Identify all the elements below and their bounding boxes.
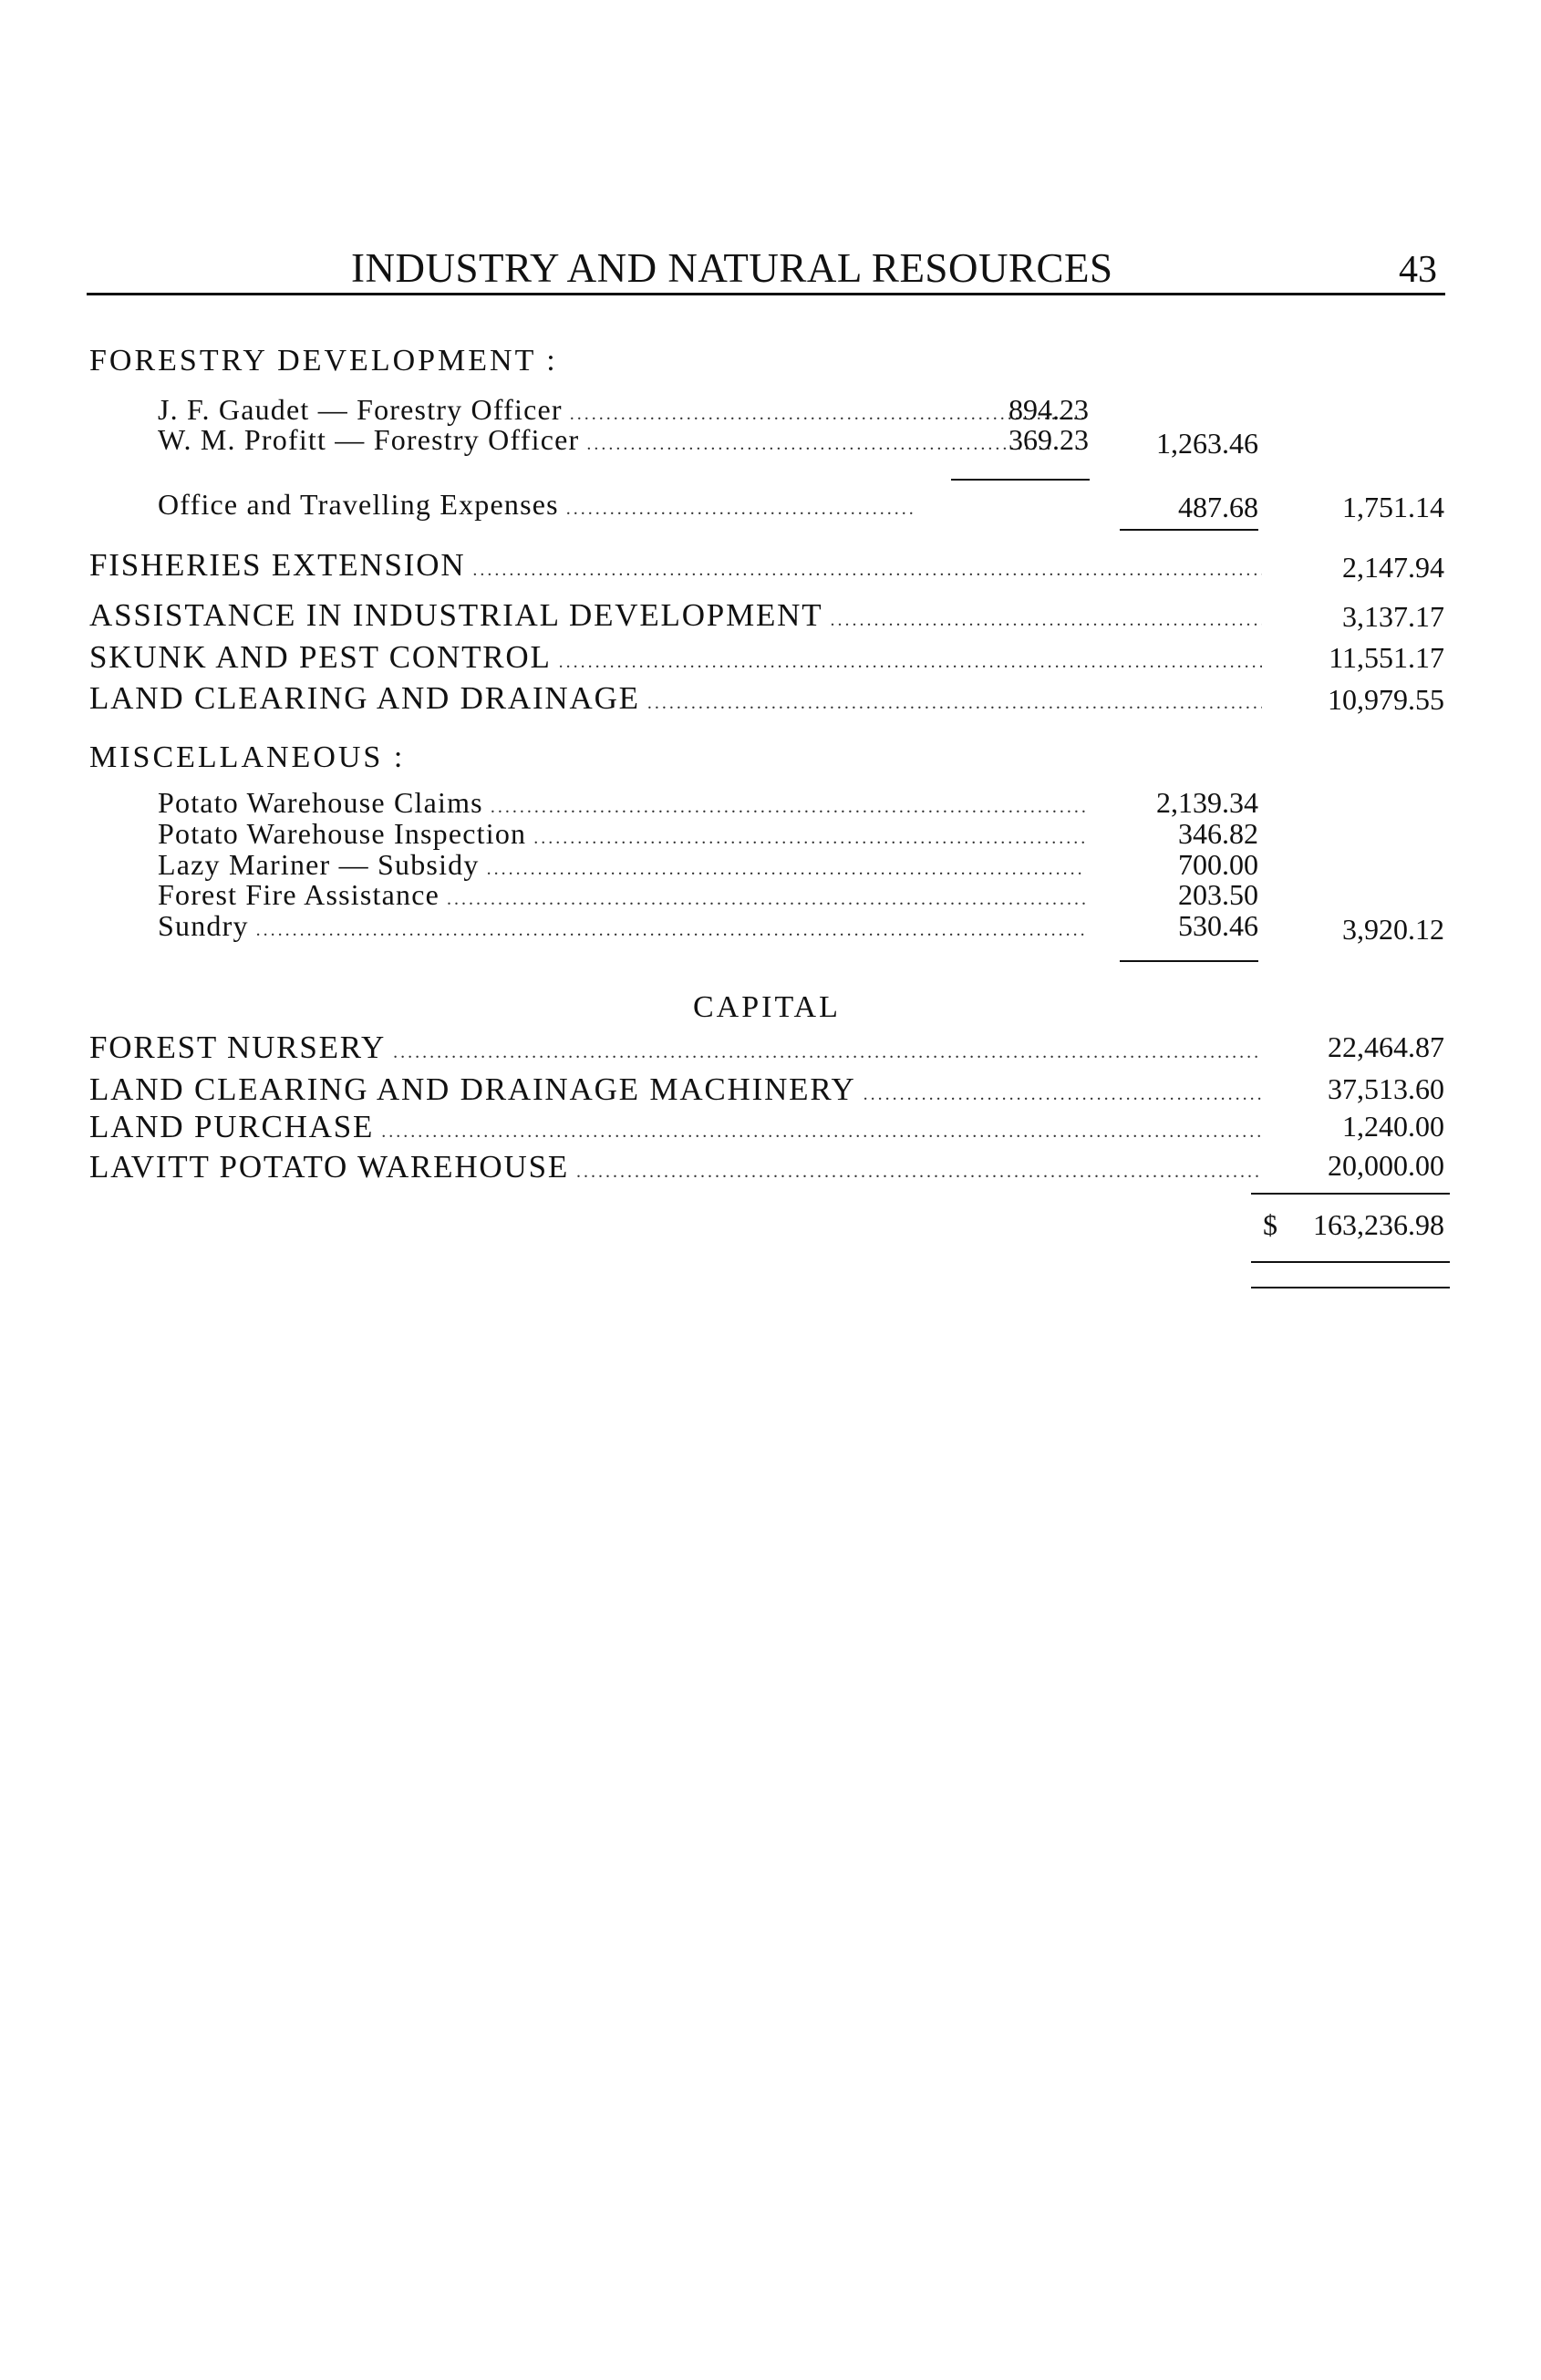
leader-dots bbox=[447, 889, 1086, 910]
section-heading-capital: CAPITAL bbox=[693, 990, 841, 1024]
ledger-row bbox=[89, 1030, 1266, 1066]
row-label: Sundry bbox=[158, 909, 249, 942]
ledger-row bbox=[158, 817, 1090, 851]
ledger-row bbox=[89, 1071, 1266, 1108]
row-total: 20,000.00 bbox=[1328, 1149, 1444, 1182]
row-label: LAVITT POTATO WAREHOUSE bbox=[89, 1149, 570, 1185]
row-amount: 530.46 bbox=[1178, 909, 1258, 942]
ledger-row bbox=[158, 488, 916, 522]
leader-dots bbox=[566, 499, 913, 520]
ledger-row bbox=[158, 878, 1090, 912]
double-rule-top bbox=[1251, 1261, 1450, 1263]
ledger-row bbox=[158, 423, 1088, 457]
ledger-row bbox=[89, 1149, 1266, 1185]
row-label: Lazy Mariner — Subsidy bbox=[158, 848, 480, 881]
ledger-row bbox=[158, 909, 1090, 943]
currency-symbol: $ bbox=[1263, 1208, 1277, 1241]
leader-dots bbox=[256, 920, 1086, 941]
row-subtotal: 1,263.46 bbox=[1156, 427, 1258, 460]
leader-dots bbox=[487, 859, 1086, 880]
row-label: FISHERIES EXTENSION bbox=[89, 547, 466, 583]
row-total: 1,751.14 bbox=[1342, 491, 1444, 523]
row-total: 22,464.87 bbox=[1328, 1030, 1444, 1063]
page-header-title: INDUSTRY AND NATURAL RESOURCES bbox=[351, 245, 1113, 291]
leader-dots bbox=[864, 1084, 1262, 1105]
row-total: 1,240.00 bbox=[1342, 1110, 1444, 1143]
row-amount: 203.50 bbox=[1178, 878, 1258, 911]
row-total: 11,551.17 bbox=[1329, 641, 1444, 674]
leader-dots bbox=[472, 560, 1262, 581]
grand-total: 163,236.98 bbox=[1313, 1208, 1444, 1241]
subtotal-rule bbox=[1120, 529, 1258, 531]
row-total: 37,513.60 bbox=[1328, 1072, 1444, 1105]
row-total: 3,137.17 bbox=[1342, 600, 1444, 633]
leader-dots bbox=[559, 652, 1262, 673]
section-heading-miscellaneous: MISCELLANEOUS : bbox=[89, 740, 406, 774]
ledger-row bbox=[89, 1109, 1266, 1145]
row-amount: 700.00 bbox=[1178, 848, 1258, 881]
row-label: Potato Warehouse Inspection bbox=[158, 817, 527, 850]
leader-dots bbox=[647, 693, 1262, 714]
row-total: 3,920.12 bbox=[1342, 913, 1444, 946]
ledger-row bbox=[158, 848, 1090, 882]
page-number: 43 bbox=[1399, 249, 1437, 291]
subtotal-rule bbox=[951, 479, 1090, 481]
row-amount: 369.23 bbox=[1008, 423, 1089, 456]
leader-dots bbox=[393, 1042, 1262, 1063]
leader-dots bbox=[576, 1162, 1262, 1183]
leader-dots bbox=[381, 1122, 1262, 1143]
leader-dots bbox=[830, 610, 1262, 631]
ledger-row bbox=[158, 786, 1090, 820]
row-label: LAND CLEARING AND DRAINAGE MACHINERY bbox=[89, 1071, 856, 1107]
leader-dots bbox=[491, 797, 1086, 818]
row-label: J. F. Gaudet — Forestry Officer bbox=[158, 393, 563, 426]
row-label: LAND CLEARING AND DRAINAGE bbox=[89, 680, 640, 716]
ledger-row bbox=[158, 393, 1088, 427]
row-label: SKUNK AND PEST CONTROL bbox=[89, 639, 552, 675]
ledger-row bbox=[89, 680, 1266, 717]
row-total: 10,979.55 bbox=[1328, 683, 1444, 716]
section-heading-forestry: FORESTRY DEVELOPMENT : bbox=[89, 344, 558, 378]
row-amount: 487.68 bbox=[1178, 491, 1258, 523]
row-label: FOREST NURSERY bbox=[89, 1030, 387, 1065]
total-rule bbox=[1251, 1193, 1450, 1195]
ledger-row bbox=[89, 597, 1266, 634]
subtotal-rule bbox=[1120, 960, 1258, 962]
row-label: ASSISTANCE IN INDUSTRIAL DEVELOPMENT bbox=[89, 597, 823, 633]
row-amount: 894.23 bbox=[1008, 393, 1089, 426]
leader-dots bbox=[570, 404, 1084, 425]
row-total: 2,147.94 bbox=[1342, 551, 1444, 584]
leader-dots bbox=[533, 828, 1086, 849]
row-label: Forest Fire Assistance bbox=[158, 878, 440, 911]
header-rule bbox=[87, 293, 1445, 295]
row-amount: 346.82 bbox=[1178, 817, 1258, 850]
row-label: Office and Travelling Expenses bbox=[158, 488, 559, 521]
double-rule-bottom bbox=[1251, 1287, 1450, 1288]
row-label: LAND PURCHASE bbox=[89, 1109, 375, 1144]
row-label: W. M. Profitt — Forestry Officer bbox=[158, 423, 580, 456]
ledger-row bbox=[89, 547, 1266, 584]
ledger-row bbox=[89, 639, 1266, 676]
row-amount: 2,139.34 bbox=[1156, 786, 1258, 819]
row-label: Potato Warehouse Claims bbox=[158, 786, 483, 819]
